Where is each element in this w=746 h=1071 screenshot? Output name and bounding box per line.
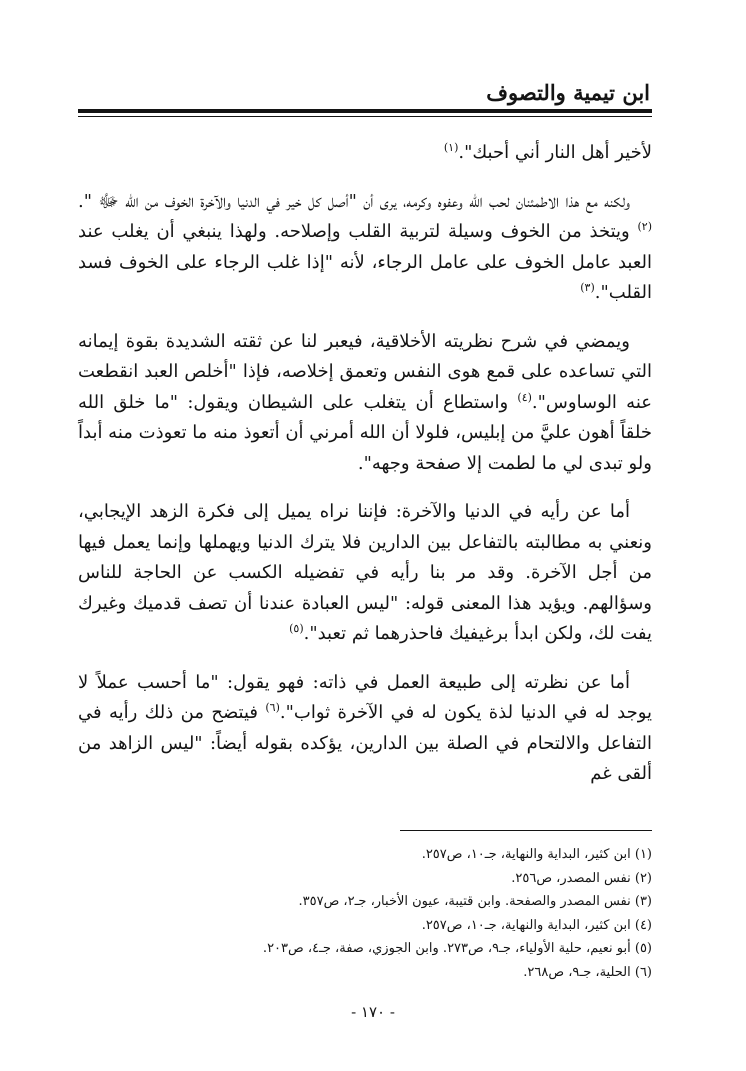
- running-header-title: ابن تيمية والتصوف: [486, 80, 650, 105]
- paragraph-2-text-b: ويتخذ من الخوف وسيلة لتربية القلب وإصلاحه. ولهذا ينبغي أن يغلب عند العبد عامل الخوف على عامل الرجاء، لأنه "إذا غلب الرجاء على الخوف فسد القلب".: [78, 221, 652, 303]
- paragraph-3-text-a: ويمضي في شرح نظريته الأخلاقية، فيعبر لنا عن ثقته الشديدة بقوة إيمانه التي تساعده على قمع هوى النفس وتعمق إخلاصه، فإذا "أخلص العبد انقطعت عنه الوساوس".: [78, 330, 652, 413]
- footnote-4: (٤) ابن كثير، البداية والنهاية، جـ١٠، ص٢٥٧.: [421, 917, 652, 933]
- footnote-ref-4: (٤): [517, 390, 532, 404]
- footnote-2: (٢) نفس المصدر، ص٢٥٦.: [511, 870, 652, 886]
- main-text: [78, 138, 652, 808]
- footnote-6: (٦) الحلية، جـ٩، ص٢٦٨.: [523, 964, 652, 980]
- paragraph-2: [78, 187, 652, 309]
- footnote-ref-2: (٢): [637, 220, 652, 233]
- footnote-ref-6: (٦): [265, 701, 280, 714]
- header-rule-thick: [78, 109, 652, 113]
- header-rule-thin: [78, 116, 652, 117]
- footnote-ref-3: (٣): [580, 281, 595, 294]
- paragraph-3: [78, 327, 652, 480]
- page-number: - ١٧٠ -: [351, 1003, 395, 1021]
- paragraph-1: [78, 138, 652, 169]
- footnote-ref-1: (١): [443, 141, 459, 154]
- footnote-separator: [400, 830, 652, 831]
- footnote-5: (٥) أبو نعيم، حلية الأولياء، جـ٩، ص٢٧٣. وابن الجوزي، صفة، جـ٤، ص٢٠٣.: [262, 941, 652, 956]
- footnote-ref-5: (٥): [289, 622, 304, 635]
- paragraph-5-text-b: فيتضح من ذلك رأيه في التفاعل والالتحام في الصلة بين الدارين، يؤكده بقوله أيضاً: "ليس الزاهد من ألقى غم: [78, 702, 652, 784]
- footnotes: [150, 843, 652, 984]
- paragraph-3-text-b: واستطاع أن يتغلب على الشيطان ويقول: "ما خلق الله خلقاً أهون عليَّ من إبليس، فلولا أن الله أمرني أن أتعوذ منه ما تعوذت منه أبداً ولو تبدى لي ما لطمت إلا صفحة وجهه".: [78, 391, 652, 474]
- paragraph-4: [78, 497, 652, 650]
- paragraph-5: [78, 668, 652, 790]
- footnote-1: (١) ابن كثير، البداية والنهاية، جـ١٠، ص٢٥٧.: [421, 847, 652, 862]
- paragraph-4-text: أما عن رأيه في الدنيا والآخرة: فإننا نراه يميل إلى فكرة الزهد الإيجابي، ونعني به مطالبته بالتفاعل بين الدارين فلا يترك الدنيا ويهملها وإنما يعمل فيها من أجل الآخرة. وقد مر بنا رأيه في تفضيله الكسب عن الحاجة للناس وسؤالهم. ويؤيد هذا المعنى قوله: "ليس العبادة عندنا أن تصف قدميك وغيرك يفت لك، ولكن ابدأ برغيفيك فاحذرهما ثم تعبد".: [78, 501, 652, 644]
- paragraph-2-text-a: ولكنه مع هذا الاطمئنان لحب الله وعفوه وكرمه، يرى أن "أصل كل خير في الدنيا والآخرة الخوف من الله ﷻ ".: [78, 190, 630, 212]
- footnote-3: (٣) نفس المصدر والصفحة. وابن قتيبة، عيون الأخبار، جـ٢، ص٣٥٧.: [298, 894, 652, 909]
- paragraph-1-text: لأخير أهل النار أني أحبك".: [458, 142, 652, 163]
- paragraph-5-text-a: أما عن نظرته إلى طبيعة العمل في ذاته: فهو يقول: "ما أحسب عملاً لا يوجد له في الدنيا لذة يكون له في الآخرة ثواب".: [78, 671, 653, 723]
